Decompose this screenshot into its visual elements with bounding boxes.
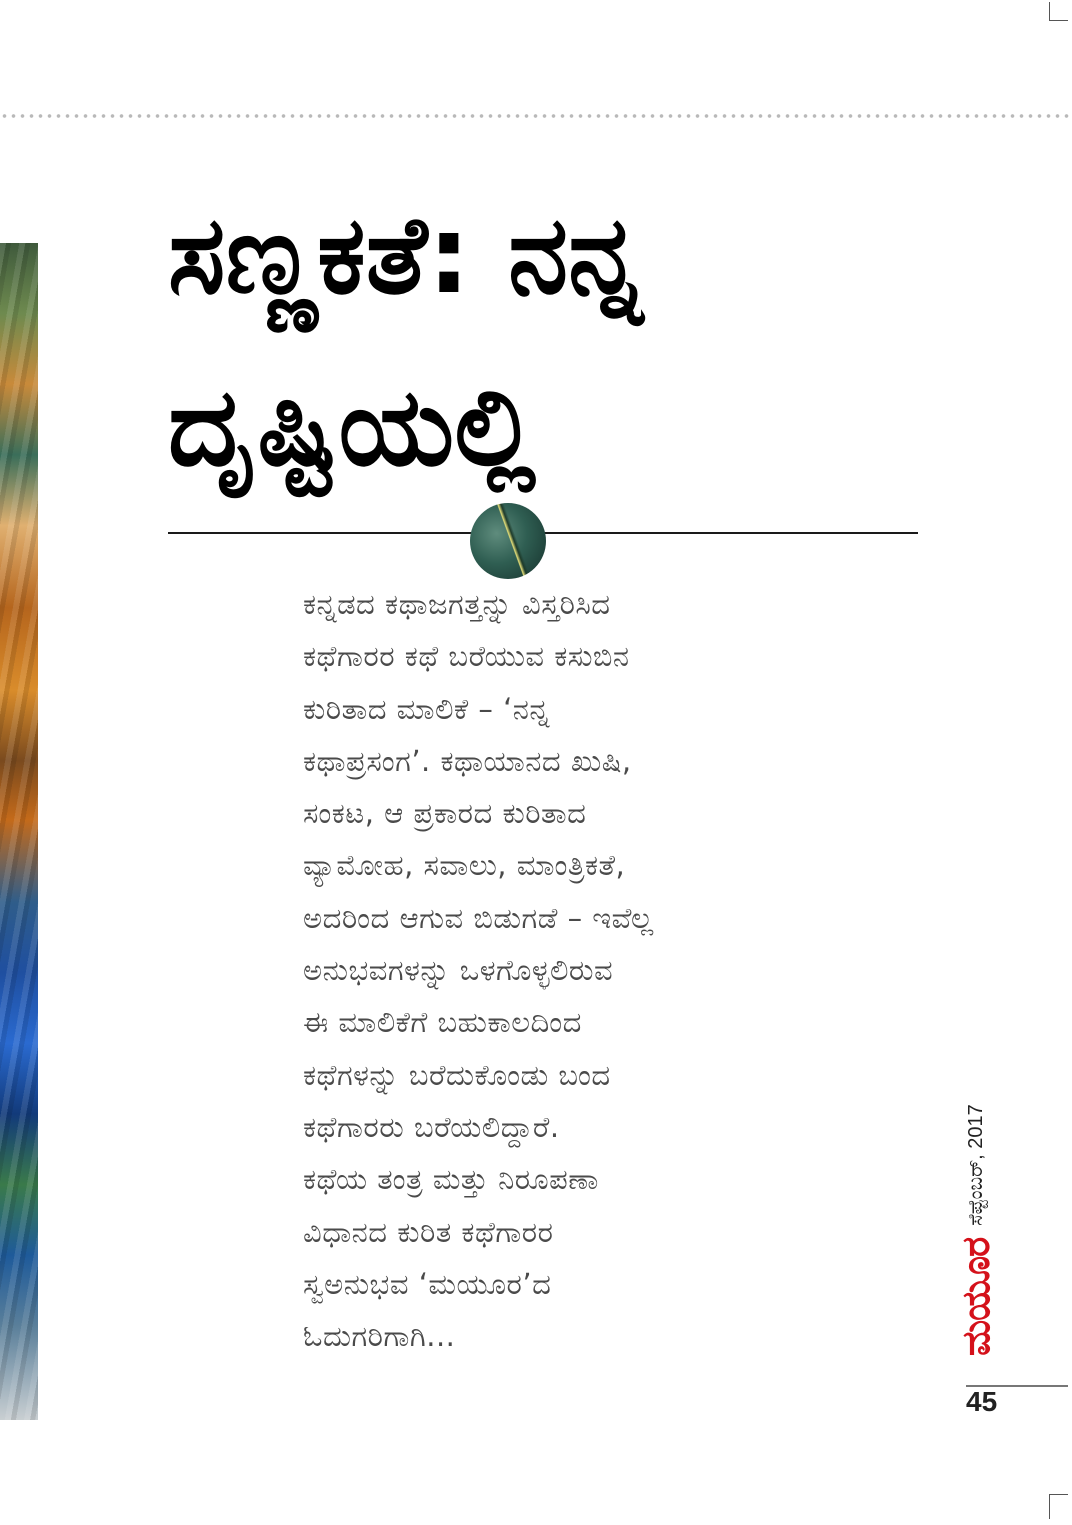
intro-line: ಸ್ವಅನುಭವ ‘ಮಯೂರ’ದ [303, 1266, 552, 1301]
intro-line: ಕಥೆಯ ತಂತ್ರ ಮತ್ತು ನಿರೂಪಣಾ [303, 1162, 599, 1197]
intro-line: ವ್ಯಾಮೋಹ, ಸವಾಲು, ಮಾಂತ್ರಿಕತೆ, [303, 848, 626, 883]
intro-line: ಅದರಿಂದ ಆಗುವ ಬಿಡುಗಡೆ – ಇವೆಲ್ಲ [303, 900, 654, 935]
magazine-logo: ಮಯೂರ [953, 1237, 998, 1356]
intro-line: ಕಥೆಗಾರರು ಬರೆಯಲಿದ್ದಾರೆ. [303, 1109, 560, 1144]
intro-line: ಈ ಮಾಲಿಕೆಗೆ ಬಹುಕಾಲದಿಂದ [303, 1005, 582, 1040]
dotted-header-rule [0, 113, 1072, 119]
issue-date: ಸೆಪ್ಟೆಂಬರ್, 2017 [964, 1104, 987, 1226]
running-footer [938, 1094, 1014, 1356]
intro-line: ಕಥೆಗಳನ್ನು ಬರೆದುಕೊಂಡು ಬಂದ [303, 1057, 611, 1092]
title-line: ಸಣ್ಣಕತೆ: ನನ್ನ [168, 193, 643, 318]
crop-mark-top-right [1049, 2, 1068, 21]
article-intro [303, 578, 753, 1362]
page-number: 45 [966, 1386, 998, 1417]
painting-edge-image [0, 243, 38, 1420]
intro-line: ಕಥೆಗಾರರ ಕಥೆ ಬರೆಯುವ ಕಸುಬಿನ [303, 639, 630, 674]
intro-line: ಕನ್ನಡದ ಕಥಾಜಗತ್ತನ್ನು ವಿಸ್ತರಿಸಿದ [303, 587, 611, 621]
intro-line: ಕುರಿತಾದ ಮಾಲಿಕೆ – ‘ನನ್ನ [303, 691, 550, 726]
intro-line: ಸಂಕಟ, ಆ ಪ್ರಕಾರದ ಕುರಿತಾದ [303, 796, 587, 831]
title-line: ದೃಷ್ಟಿಯಲ್ಲಿ [168, 365, 536, 490]
crop-mark-bottom-right [1049, 1494, 1068, 1519]
intro-line: ಅನುಭವಗಳನ್ನು ಒಳಗೊಳ್ಳಲಿರುವ [303, 953, 614, 988]
divider-medallion-image [470, 503, 546, 579]
intro-line: ಕಥಾಪ್ರಸಂಗ’. ಕಥಾಯಾನದ ಖುಷಿ, [303, 743, 632, 778]
intro-line: ವಿಧಾನದ ಕುರಿತ ಕಥೆಗಾರರ [303, 1214, 554, 1249]
article-title [168, 170, 928, 514]
intro-line: ಓದುಗರಿಗಾಗಿ... [303, 1319, 456, 1354]
